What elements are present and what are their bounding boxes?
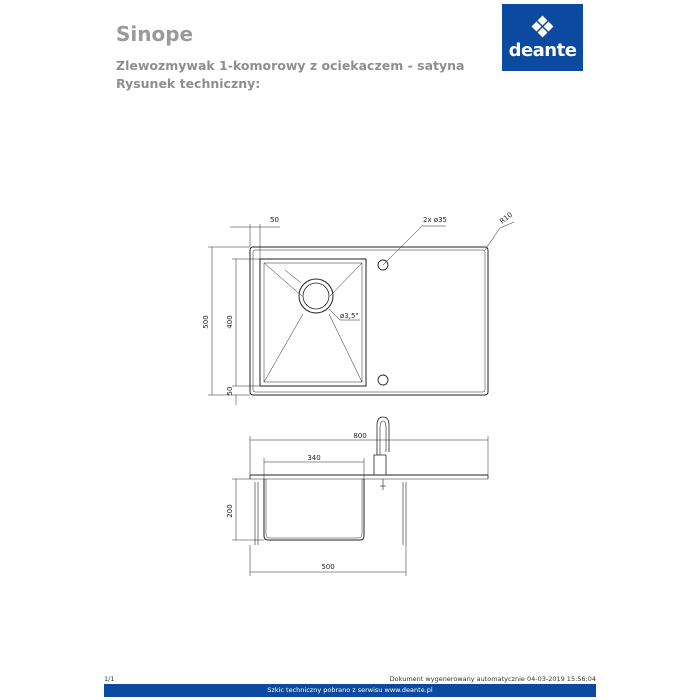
- dim-depth: 200: [226, 504, 234, 518]
- sink-top-view: [250, 247, 488, 395]
- subtitle-drawing-label: Rysunek techniczny:: [116, 76, 261, 91]
- dim-radius: R10: [498, 210, 515, 226]
- dim-width-total: 800: [353, 432, 367, 440]
- sink-side-view: [250, 417, 488, 545]
- dim-height-total: 500: [202, 315, 210, 329]
- side-view-dimensions: [232, 436, 488, 576]
- subtitle-description: Zlewozmywak 1-komorowy z ociekaczem - satyna: [116, 58, 465, 73]
- dim-cabinet: 500: [321, 563, 335, 571]
- dim-drain: ø3,5": [340, 312, 359, 320]
- dim-holes: 2x ø35: [423, 216, 448, 224]
- top-view-dimensions: [208, 222, 514, 405]
- dim-height-bowl: 400: [226, 315, 234, 329]
- product-title: Sinope: [116, 22, 194, 46]
- source-footer: Szkic techniczny pobrano z serwisu www.deante.pl: [104, 684, 596, 697]
- logo-wordmark: deante: [508, 40, 577, 61]
- generated-timestamp: Dokument wygenerowany automatycznie 04-03-2019 15:56:04: [389, 675, 596, 683]
- dim-flange: 50: [270, 216, 279, 224]
- page-number: 1/1: [104, 675, 115, 683]
- dim-bowl-width: 340: [307, 454, 321, 462]
- dim-height-bottom: 50: [226, 386, 234, 396]
